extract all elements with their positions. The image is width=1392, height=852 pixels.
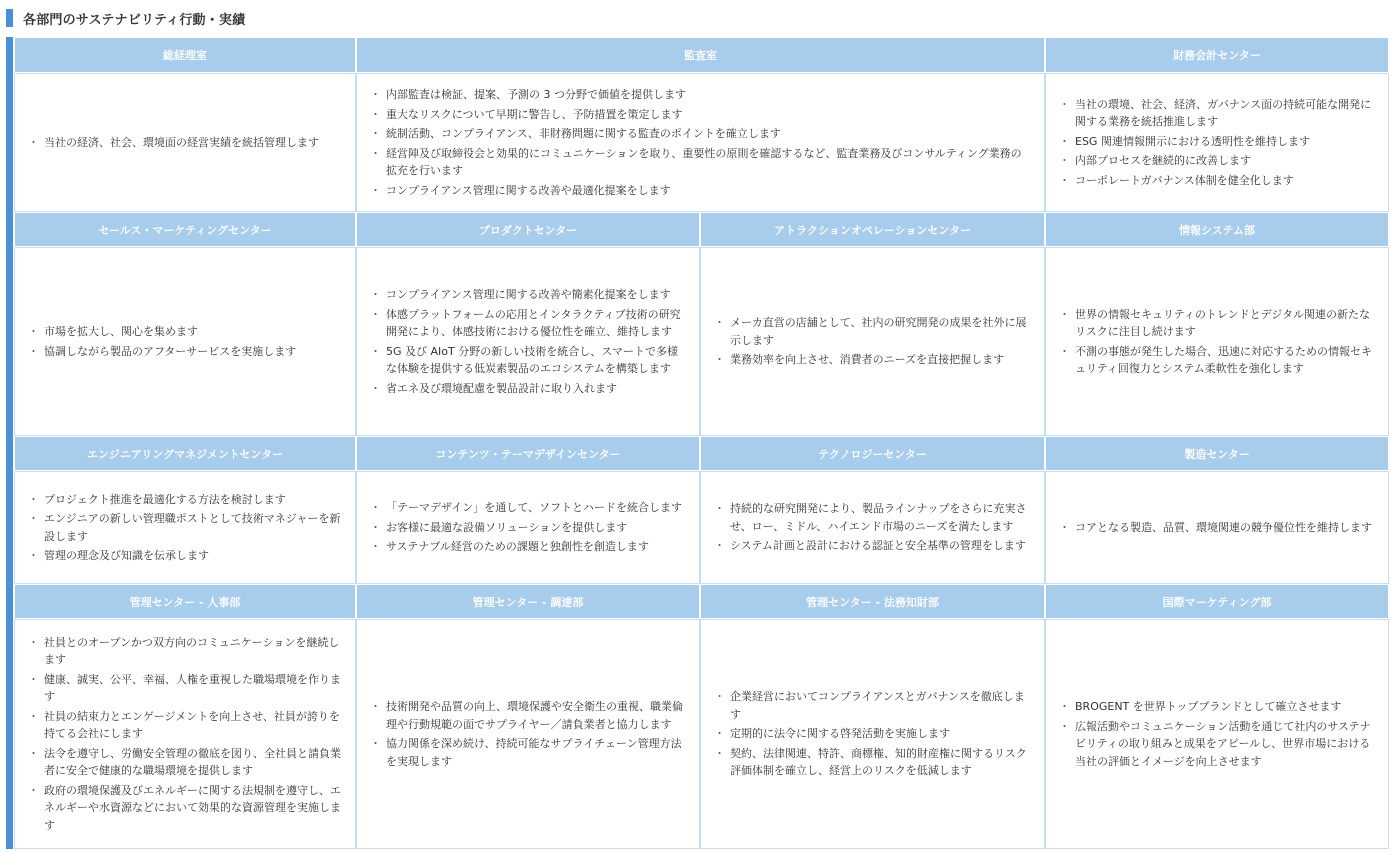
action-item: ・ プロジェクト推進を最適化する方法を検討します	[31, 491, 341, 509]
action-item: ・ ESG 関連情報開示における透明性を維持します	[1062, 133, 1374, 151]
department-actions	[700, 471, 1045, 584]
action-item: ・ 内部監査は検証、提案、予測の 3 つ分野で価値を提供します	[373, 86, 1030, 104]
heading-accent-bar	[6, 9, 13, 27]
action-item: ・ コアとなる製造、品質、環境関連の競争優位性を維持します	[1062, 519, 1374, 537]
action-list	[373, 284, 685, 399]
department-header: テクノロジーセンター	[700, 436, 1045, 471]
department-actions	[356, 619, 700, 849]
action-list	[373, 497, 685, 558]
action-list	[1062, 517, 1374, 539]
action-item: ・ 世界の情報セキュリティのトレンドとデジタル関連の新たなリスクに注目し続けます	[1062, 306, 1374, 341]
action-item: ・ エンジニアの新しい管理職ポストとして技術マネジャーを新設します	[31, 510, 341, 545]
department-actions	[1045, 619, 1389, 849]
department-header: 管理センター - 人事部	[14, 584, 356, 619]
department-actions	[356, 73, 1045, 212]
action-list	[373, 696, 685, 772]
action-item: ・ 市場を拡大し、関心を集めます	[31, 323, 341, 341]
department-header: 管理センター - 調達部	[356, 584, 700, 619]
department-actions	[14, 247, 356, 436]
department-actions	[700, 247, 1045, 436]
action-item: ・ 経営陣及び取締役会と効果的にコミュニケーションを取り、重要性の原則を確認するなど、監査業務及びコンサルティング業務の拡充を行います	[373, 145, 1030, 180]
action-list	[373, 84, 1030, 201]
action-item: ・ メーカ直営の店舗として、社内の研究開発の成果を社外に展示します	[717, 314, 1030, 349]
action-item: ・ 管理の理念及び知識を伝承します	[31, 547, 341, 565]
department-actions	[14, 619, 356, 849]
department-actions	[1045, 247, 1389, 436]
department-header: 国際マーケティング部	[1045, 584, 1389, 619]
department-header: エンジニアリングマネジメントセンター	[14, 436, 356, 471]
department-header: 総経理室	[14, 37, 356, 73]
department-actions	[356, 247, 700, 436]
page-title: 各部門のサステナビリティ行動・実績	[23, 12, 246, 28]
action-item: ・ 内部プロセスを継続的に改善します	[1062, 152, 1374, 170]
action-item: ・ 不測の事態が発生した場合、迅速に対応するための情報セキュリティ回復力とシステム柔軟性を強化します	[1062, 343, 1374, 378]
action-list	[31, 489, 341, 567]
action-item: ・ コーポレートガバナンス体制を健全化します	[1062, 172, 1374, 190]
department-header: 製造センター	[1045, 436, 1389, 471]
action-item: ・ 技術開発や品質の向上、環境保護や安全衛生の重視、職業倫理や行動規範の面でサプライヤー／請負業者と協力します	[373, 698, 685, 733]
action-item: ・ 省エネ及び環境配慮を製品設計に取り入れます	[373, 380, 685, 398]
action-item: ・ 業務効率を向上させ、消費者のニーズを直接把握します	[717, 351, 1030, 369]
action-item: ・ 定期的に法令に関する啓発活動を実施します	[717, 725, 1030, 743]
action-list	[1062, 696, 1374, 772]
department-actions	[700, 619, 1045, 849]
action-item: ・ 「テーマデザイン」を通して、ソフトとハードを統合します	[373, 499, 685, 517]
department-header: コンテンツ・テーマデザインセンター	[356, 436, 700, 471]
action-item: ・ 重大なリスクについて早期に警告し、予防措置を策定します	[373, 106, 1030, 124]
action-list	[31, 132, 341, 154]
action-item: ・ 企業経営においてコンプライアンスとガバナンスを徹底します	[717, 688, 1030, 723]
action-item: ・ 当社の環境、社会、経済、ガバナンス面の持続可能な開発に関する業務を統括推進します	[1062, 96, 1374, 131]
action-item: ・ コンプライアンス管理に関する改善や最適化提案をします	[373, 182, 1030, 200]
department-actions	[356, 471, 700, 584]
department-actions	[1045, 73, 1389, 212]
action-list	[31, 321, 341, 362]
department-header: 財務会計センター	[1045, 37, 1389, 73]
action-item: ・ 当社の経済、社会、環境面の経営実績を統括管理します	[31, 134, 341, 152]
action-list	[717, 498, 1030, 557]
action-item: ・ システム計画と設計における認証と安全基準の管理をします	[717, 537, 1030, 555]
department-header: 管理センター - 法務知財部	[700, 584, 1045, 619]
department-header: 情報システム部	[1045, 212, 1389, 247]
action-item: ・ 広報活動やコミュニケーション活動を通じて社内のサステナビリティの取り組みと成果をアピールし、世界市場における当社の評価とイメージを向上させます	[1062, 718, 1374, 771]
action-list	[31, 632, 341, 837]
action-list	[717, 686, 1030, 782]
action-list	[1062, 94, 1374, 192]
action-list	[1062, 304, 1374, 380]
action-item: ・ サステナブル経営のための課題と独創性を創造します	[373, 538, 685, 556]
action-item: ・ 協力関係を深め続け、持続可能なサプライチェーン管理方法を実現します	[373, 735, 685, 770]
department-actions	[1045, 471, 1389, 584]
department-header: 監査室	[356, 37, 1045, 73]
action-item: ・ 統制活動、コンプライアンス、非財務問題に関する監査のポイントを確立します	[373, 125, 1030, 143]
grid-left-accent	[6, 37, 13, 849]
action-item: ・ BROGENT を世界トップブランドとして確立させます	[1062, 698, 1374, 716]
action-item: ・ 5G 及び AIoT 分野の新しい技術を統合し、スマートで多様な体験を提供する低炭素製品のエコシステムを構築します	[373, 343, 685, 378]
section-heading	[6, 8, 245, 28]
action-item: ・ お客様に最適な設備ソリューションを提供します	[373, 519, 685, 537]
department-grid	[6, 37, 1389, 849]
department-actions	[14, 471, 356, 584]
action-item: ・ コンプライアンス管理に関する改善や簡素化提案をします	[373, 286, 685, 304]
department-header: セールス・マーケティングセンター	[14, 212, 356, 247]
action-item: ・ 協調しながら製品のアフターサービスを実施します	[31, 343, 341, 361]
action-item: ・ 社員とのオープンかつ双方向のコミュニケーションを継続します	[31, 634, 341, 669]
action-item: ・ 政府の環境保護及びエネルギーに関する法規制を遵守し、エネルギーや水資源などにおいて効果的な資源管理を実施します	[31, 782, 341, 835]
action-item: ・ 社員の結束力とエンゲージメントを向上させ、社員が誇りを持てる会社にします	[31, 708, 341, 743]
action-item: ・ 契約、法律関連、特許、商標権、知的財産権に関するリスク評価体制を確立し、経営上のリスクを低減します	[717, 745, 1030, 780]
action-item: ・ 健康、誠実、公平、幸福、人権を重視した職場環境を作ります	[31, 671, 341, 706]
action-item: ・ 体感プラットフォームの応用とインタラクティブ技術の研究開発により、体感技術における優位性を確立、維持します	[373, 306, 685, 341]
action-item: ・ 持続的な研究開発により、製品ラインナップをさらに充実させ、ロー、ミドル、ハイエンド市場のニーズを満たします	[717, 500, 1030, 535]
department-header: プロダクトセンター	[356, 212, 700, 247]
action-list	[717, 312, 1030, 371]
action-item: ・ 法令を遵守し、労働安全管理の徹底を図り、全社員と請負業者に安全で健康的な職場環境を提供します	[31, 745, 341, 780]
department-actions	[14, 73, 356, 212]
department-header: アトラクションオペレーションセンター	[700, 212, 1045, 247]
